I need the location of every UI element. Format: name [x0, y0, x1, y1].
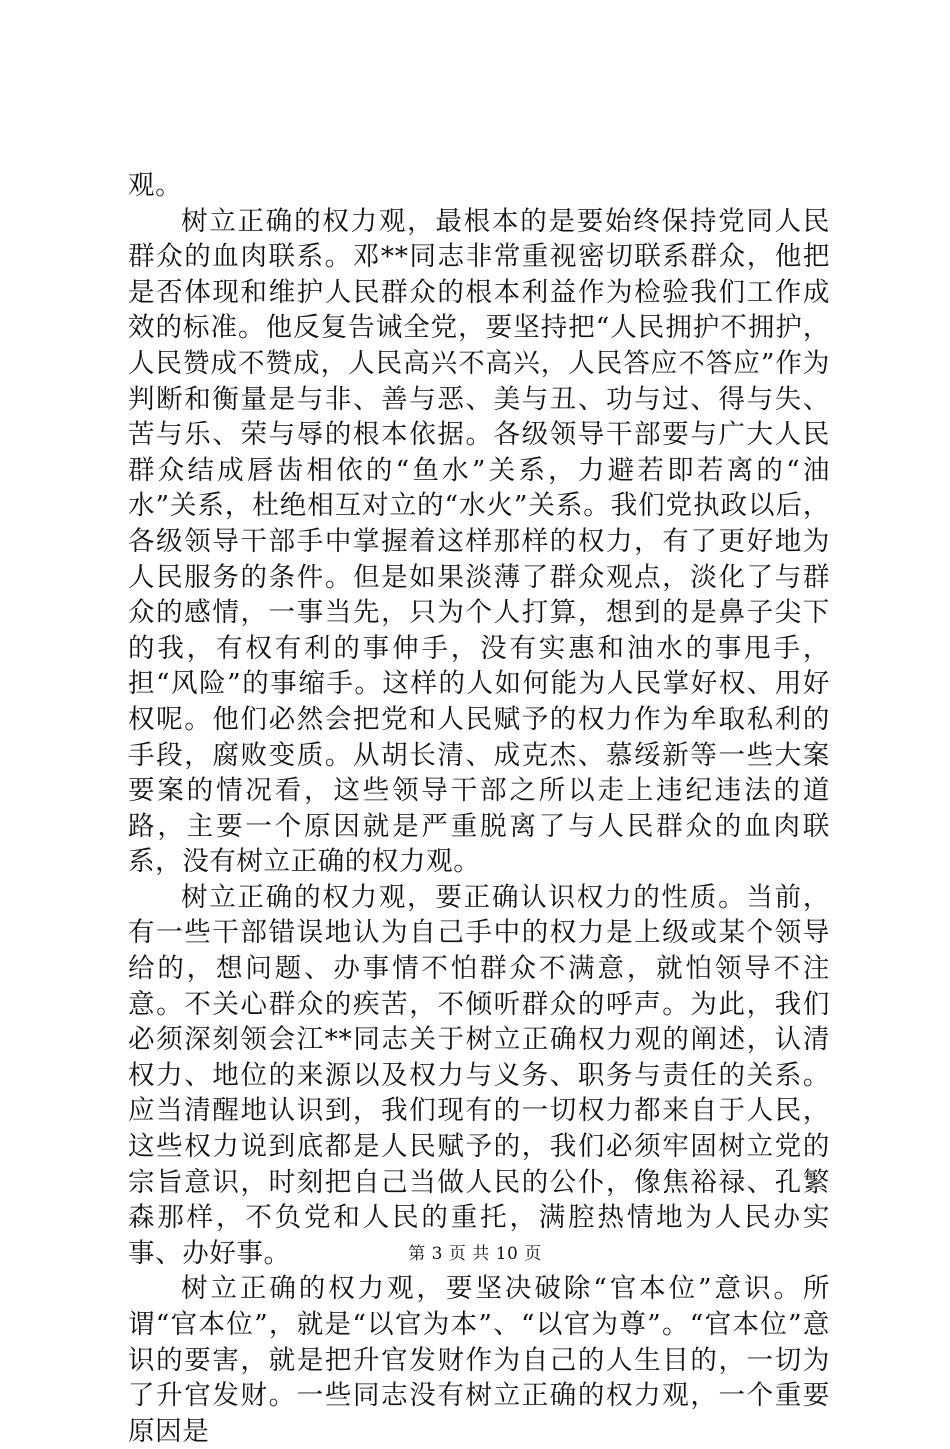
paragraph-nature-of-power: 树立正确的权力观，要正确认识权力的性质。当前，有一些干部错误地认为自己手中的权力是上级或某个领导给的，想问题、办事情不怕群众不满意，就怕领导不注意。不关心群众的疾苦，不倾听群众的呼声。为此，我们必须深刻领会江**同志关于树立正确权力观的阐述，认清权力、地位的来源以及权力与义务、职务与责任的关系。应当清醒地认识到，我们现有的一切权力都来自于人民，这些权力说到底都是人民赋予的，我们必须牢固树立党的宗旨意识，时刻把自己当做人民的公仆，像焦裕禄、孔繁森那样，不负党和人民的重托，满腔热情地为人民办实事、办好事。 — [128, 881, 830, 1269]
paragraph-mass-connection: 树立正确的权力观，最根本的是要始终保持党同人民群众的血肉联系。邓**同志非常重视密切联系群众，他把是否体现和维护人民群众的根本利益作为检验我们工作成效的标准。他反复告诫全党，要坚持把“人民拥护不拥护，人民赞成不赞成，人民高兴不高兴，人民答应不答应”作为判断和衡量是与非、善与恶、美与丑、功与过、得与失、苦与乐、荣与辱的根本依据。各级领导干部要与广大人民群众结成唇齿相依的“鱼水”关系，力避若即若离的“油水”关系，杜绝相互对立的“水火”关系。我们党执政以后，各级领导干部手中掌握着这样那样的权力，有了更好地为人民服务的条件。但是如果淡薄了群众观点，淡化了与群众的感情，一事当先，只为个人打算，想到的是鼻子尖下的我，有权有利的事伸手，没有实惠和油水的事甩手，担“风险”的事缩手。这样的人如何能为人民掌好权、用好权呢。他们必然会把党和人民赋予的权力作为牟取私利的手段，腐败变质。从胡长清、成克杰、慕绥新等一些大案要案的情况看，这些领导干部之所以走上违纪违法的道路，主要一个原因就是严重脱离了与人民群众的血肉联系，没有树立正确的权力观。 — [128, 205, 830, 878]
page-footer — [0, 1243, 950, 1265]
page-number-label: 第 3 页 共 10 页 — [408, 1244, 542, 1264]
paragraph-official-rank: 树立正确的权力观，要坚决破除“官本位”意识。所谓“官本位”，就是“以官为本”、“以官为尊”。“官本位”意识的要害，就是把升官发财作为自己的人生目的，一切为了升官发财。一些同志没有树立正确的权力观，一个重要原因是 — [128, 1273, 830, 1447]
paragraph-continuation: 观。 — [128, 170, 183, 201]
